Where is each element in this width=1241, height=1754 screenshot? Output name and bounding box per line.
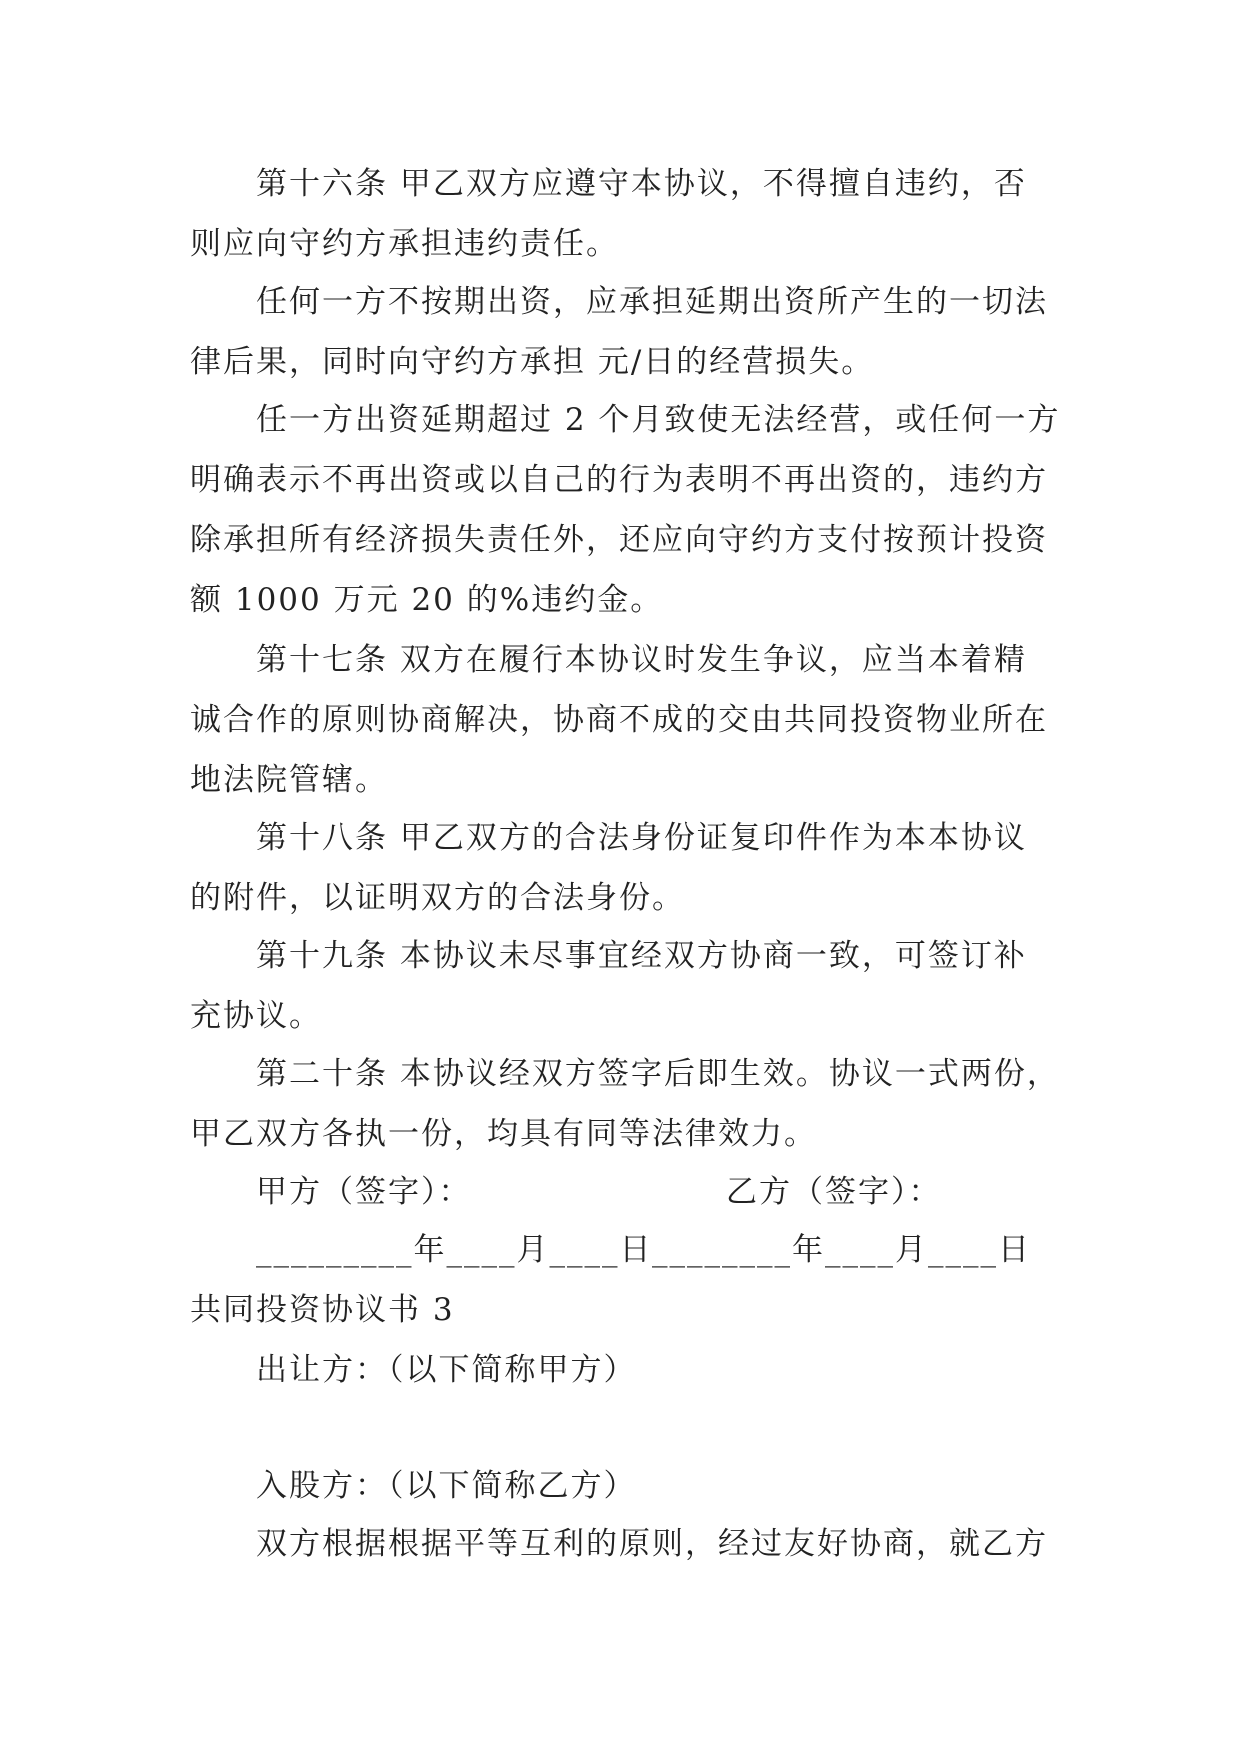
- article-17-line-3: 地法院管辖。: [190, 762, 388, 798]
- penalty-clause-line-1: 任一方出资延期超过 2 个月致使无法经营，或任何一方: [256, 402, 1061, 438]
- shareholder-line: 入股方：（以下简称乙方）: [256, 1468, 637, 1504]
- article-19-line-1: 第十九条 本协议未尽事宜经双方协商一致，可签订补: [256, 938, 1027, 974]
- agreement-intro-line: 双方根据根据平等互利的原则，经过友好协商，就乙方: [256, 1526, 1048, 1562]
- delay-clause-line-1: 任何一方不按期出资，应承担延期出资所产生的一切法: [256, 284, 1048, 320]
- party-b-signature-label: 乙方（签字）：: [726, 1174, 942, 1210]
- next-agreement-title: 共同投资协议书 3: [190, 1292, 455, 1328]
- article-17-line-2: 诚合作的原则协商解决，协商不成的交由共同投资物业所在: [190, 702, 1048, 738]
- article-18-line-2: 的附件，以证明双方的合法身份。: [190, 880, 685, 916]
- article-19-line-2: 充协议。: [190, 998, 322, 1034]
- article-16-line-2: 则应向守约方承担违约责任。: [190, 226, 619, 262]
- transferor-line: 出让方：（以下简称甲方）: [256, 1352, 637, 1388]
- penalty-clause-line-3: 除承担所有经济损失责任外，还应向守约方支付按预计投资: [190, 522, 1048, 558]
- party-a-signature-label: 甲方（签字）：: [256, 1174, 472, 1210]
- article-20-line-1: 第二十条 本协议经双方签字后即生效。协议一式两份，: [256, 1056, 1060, 1092]
- delay-clause-line-2: 律后果，同时向守约方承担 元/日的经营损失。: [190, 344, 875, 380]
- article-17-line-1: 第十七条 双方在履行本协议时发生争议，应当本着精: [256, 642, 1027, 678]
- penalty-clause-line-2: 明确表示不再出资或以自己的行为表明不再出资的，违约方: [190, 462, 1048, 498]
- article-18-line-1: 第十八条 甲乙双方的合法身份证复印件作为本本协议: [256, 820, 1027, 856]
- article-20-line-2: 甲乙双方各执一份，均具有同等法律效力。: [190, 1116, 817, 1152]
- penalty-clause-line-4: 额 1000 万元 20 的%违约金。: [190, 582, 664, 618]
- article-16-line-1: 第十六条 甲乙双方应遵守本协议，不得擅自违约，否: [256, 166, 1027, 202]
- party-b-date-line: ________年____月____日: [652, 1232, 1031, 1268]
- party-a-date-line: _________年____月____日: [256, 1232, 653, 1268]
